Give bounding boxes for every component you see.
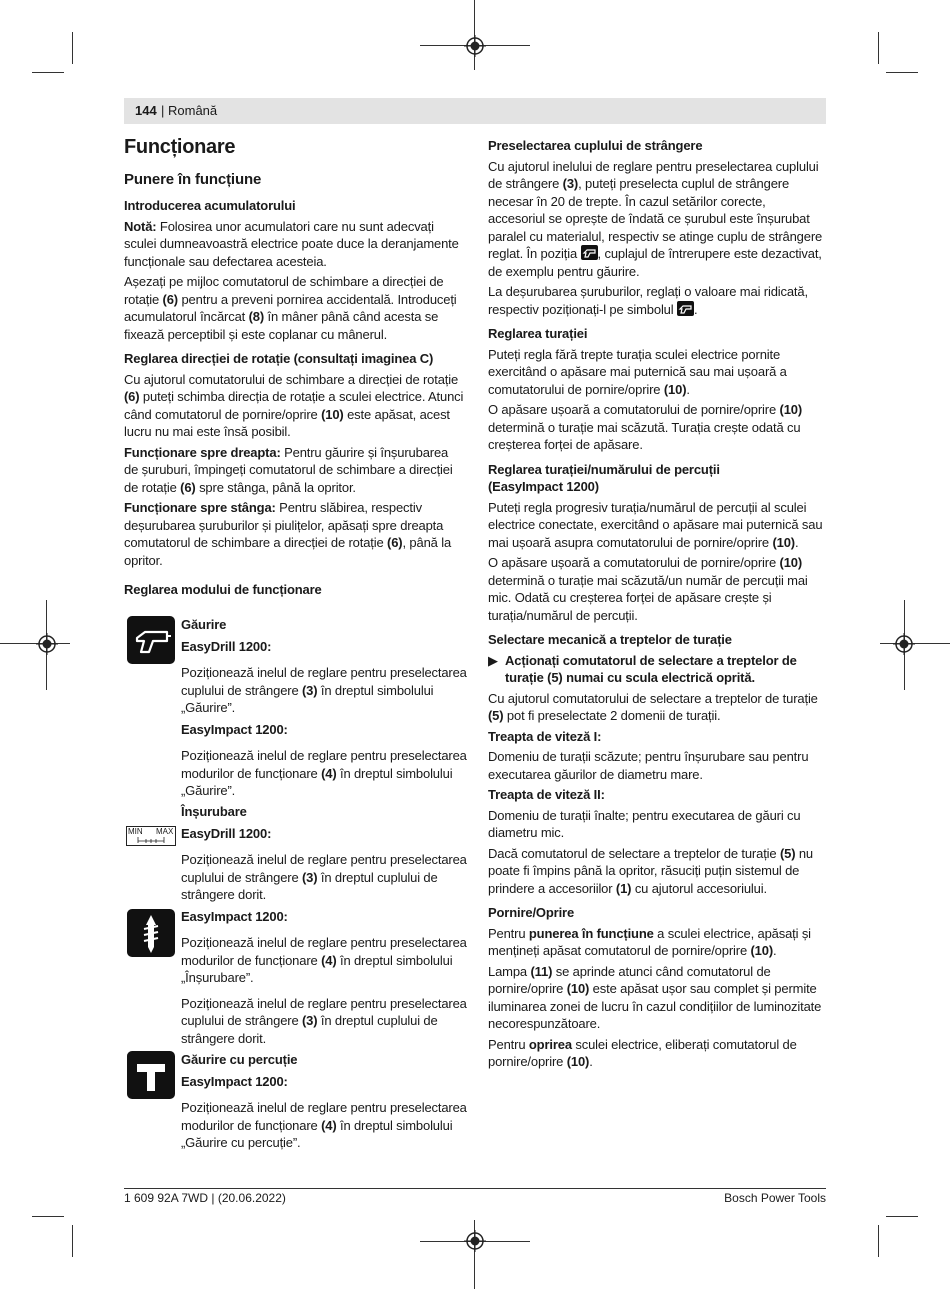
crop-mark: [32, 72, 64, 73]
drill-icon: [127, 616, 175, 664]
left-column: [124, 136, 464, 602]
mode-hammer: [181, 1051, 471, 1152]
crop-mark: [880, 643, 950, 644]
crop-mark: [72, 32, 73, 64]
hammer-icon: [127, 1051, 175, 1099]
bullet-arrow-icon: ▶: [488, 652, 498, 668]
registration-mark-icon: [36, 633, 58, 655]
gear-2-label: Treapta de viteză II:: [488, 787, 605, 802]
registration-mark-icon: [464, 35, 486, 57]
heading-torque: Preselectarea cuplului de strângere: [488, 138, 703, 153]
section-subtitle: Punere în funcțiune: [124, 170, 262, 188]
paragraph-note: Notă: Folosirea unor acumulatori care nu sunt adecvați sculei dumneavoastră electrice poate duce la deranjamente funcționale sau defectarea acesteia.: [124, 218, 459, 269]
registration-mark-icon: [464, 1230, 486, 1252]
paragraph-battery: Așezați pe mijloc comutatorul de schimbare a direcției de rotație (6) pentru a preveni pornirea accidentală. Introduceți acumulatorul încărcat (8) în mâner până când acesta se fixează perceptibil și este coplanar cu mânerul.: [124, 274, 457, 342]
crop-mark: [32, 1216, 64, 1217]
drill-symbol-icon: [581, 245, 598, 260]
crop-mark: [0, 643, 70, 644]
paragraph-gear-stuck: Dacă comutatorul de selectare a treptelor de turație (5) nu poate fi împins până la opritor, răsuciți puțin sistemul de prindere a accesoriilor (1) cu ajutorul accesoriului.: [488, 845, 814, 896]
heading-impact-1: Reglarea turației/numărului de percuții: [488, 461, 720, 477]
crop-mark: [72, 1225, 73, 1257]
crop-mark: [886, 72, 918, 73]
heading-speed: Reglarea turației: [488, 326, 588, 341]
paragraph-speed-2: O apăsare ușoară a comutatorului de pornire/oprire (10) determină o turație mai scăzută. Turația crește odată cu creșterea forței de apăsare.: [488, 402, 803, 452]
right-column: [488, 137, 826, 1074]
bullet-gear-switch: ▶ Acționați comutatorul de selectare a treptelor de turație (5) numai cu scula electrică oprită.: [488, 652, 797, 685]
gear-1-label: Treapta de viteză I:: [488, 728, 602, 744]
easydrill-label: EasyDrill 1200:: [181, 638, 272, 654]
screw-easydrill-text: Poziționează inelul de reglare pentru preselectarea cuplului de strângere (3) în dreptul cuplului de strângere dorit.: [181, 852, 467, 902]
footer-brand: Bosch Power Tools: [724, 1191, 826, 1205]
paragraph-right-rotation: Funcționare spre dreapta: Pentru găurire și înșurubarea de șuruburi, împingeți comutatorul de schimbare a direcției de rotație (6) spre stânga, până la opritor.: [124, 444, 453, 495]
heading-onoff: Pornire/Oprire: [488, 905, 575, 920]
paragraph-gear: Cu ajutorul comutatorului de selectare a treptelor de turație (5) pot fi preselectate 2 domenii de turații.: [488, 690, 818, 723]
heading-rotation: Reglarea direcției de rotație (consultați imaginea C): [124, 351, 434, 366]
paragraph-rotation: Cu ajutorul comutatorului de schimbare a direcției de rotație (6) puteți schimba direcția de rotație a sculei electrice. Atunci când comutatorul de pornire/oprire (10) este apăsat, acest lucru nu mai este însă posibil.: [124, 371, 464, 439]
screw-easyimpact-text-1: Poziționează inelul de reglare pentru preselectarea modurilor de funcționare (4) în dreptul simbolului „Înșurubare”.: [181, 935, 467, 985]
mode-hammer-title: Găurire cu percuție: [181, 1052, 298, 1067]
footer-divider: [124, 1188, 826, 1189]
crop-mark: [878, 1225, 879, 1257]
header-language: Română: [168, 103, 218, 118]
heading-battery: Introducerea acumulatorului: [124, 198, 296, 213]
heading-impact-2: (EasyImpact 1200): [488, 479, 599, 494]
header-separator: |: [161, 103, 165, 118]
easyimpact-label: EasyImpact 1200:: [181, 1073, 288, 1089]
gear-2-text: Domeniu de turații înalte; pentru executarea de găuri cu diametru mic.: [488, 807, 801, 840]
crop-mark: [886, 1216, 918, 1217]
drill-easyimpact-text: Poziționează inelul de reglare pentru preselectarea modurilor de funcționare (4) în dreptul simbolului „Găurire”.: [181, 748, 467, 798]
paragraph-off: Pentru oprirea sculei electrice, eliberați comutatorul de pornire/oprire (10).: [488, 1036, 797, 1069]
mode-screw: [181, 803, 471, 1047]
paragraph-impact-2: O apăsare ușoară a comutatorului de pornire/oprire (10) determină o turație mai scăzută/un număr de percuții mai mic. Odată cu creșterea forței de apăsare crește și turația/numărul de percuții.: [488, 555, 808, 623]
section-title: Funcționare: [124, 136, 236, 158]
hammer-easyimpact-text: Poziționează inelul de reglare pentru preselectarea modurilor de funcționare (4) în dreptul simbolului „Găurire cu percuție”.: [181, 1100, 467, 1150]
mode-drill: [181, 616, 471, 800]
paragraph-unscrew: La deșurubarea șuruburilor, reglați o valoare mai ridicată, respectiv poziționați-l pe simbolul .: [488, 284, 808, 317]
easyimpact-label: EasyImpact 1200:: [181, 908, 288, 924]
mode-screw-title: Înșurubare: [181, 804, 247, 819]
easydrill-label: EasyDrill 1200:: [181, 825, 272, 841]
gear-1-text: Domeniu de turații scăzute; pentru înșurubare sau pentru executarea găurilor de diametru mare.: [488, 749, 809, 782]
paragraph-lamp: Lampa (11) se aprinde atunci când comutatorul de pornire/oprire (10) este apăsat ușor sau complet și permite iluminarea zonei de lucru în cazul condițiilor de luminozitate necorespunzătoare.: [488, 963, 822, 1031]
heading-mode: Reglarea modului de funcționare: [124, 582, 322, 597]
paragraph-on: Pentru punerea în funcțiune a sculei electrice, apăsați și mențineți apăsat comutatorul de pornire/oprire (10).: [488, 925, 811, 958]
crop-mark: [878, 32, 879, 64]
page-number: 144: [135, 103, 157, 118]
screw-icon: [127, 909, 175, 957]
torque-min-label: MIN: [128, 827, 143, 836]
paragraph-speed-1: Puteți regla fără trepte turația sculei electrice pornite exercitând o apăsare mai puternică sau mai ușoară a comutatorului de pornire/oprire (10).: [488, 346, 787, 397]
mode-drill-title: Găurire: [181, 617, 227, 632]
paragraph-impact-1: Puteți regla progresiv turația/numărul de percuții al sculei electrice conectate, exercitând o apăsare mai puternică sau mai ușoară asupra comutatorului de pornire/oprire (10).: [488, 499, 823, 550]
torque-max-label: MAX: [156, 827, 174, 836]
registration-mark-icon: [893, 633, 915, 655]
drill-easydrill-text: Poziționează inelul de reglare pentru preselectarea cuplului de strângere (3) în dreptul simbolului „Găurire”.: [181, 665, 467, 715]
paragraph-torque: Cu ajutorul inelului de reglare pentru preselectarea cuplului de strângere (3), puteți preselecta cuplul de strângere necesar în 20 de trepte. În cazul setărilor corecte, accesoriul se oprește de îndată ce șurubul este înșurubat paralel cu materialul, respectiv se atinge cuplu de strângere reglat. În poziția , cuplajul de întrerupere este dezactivat, de exemplu pentru găurire.: [488, 158, 823, 279]
heading-gear: Selectare mecanică a treptelor de turație: [488, 632, 732, 647]
footer-doc-code: 1 609 92A 7WD | (20.06.2022): [124, 1191, 286, 1205]
paragraph-left-rotation: Funcționare spre stânga: Pentru slăbirea, respectiv deșurubarea șuruburilor și piulițelor, apăsați spre dreapta comutatorul de schimbare a direcției de rotație (6), până la opritor.: [124, 500, 452, 568]
page-header: [124, 98, 826, 124]
screw-easyimpact-text-2: Poziționează inelul de reglare pentru preselectarea cuplului de strângere (3) în dreptul cuplului de strângere dorit.: [181, 995, 467, 1046]
easyimpact-label: EasyImpact 1200:: [181, 721, 288, 737]
drill-symbol-icon: [677, 301, 694, 316]
